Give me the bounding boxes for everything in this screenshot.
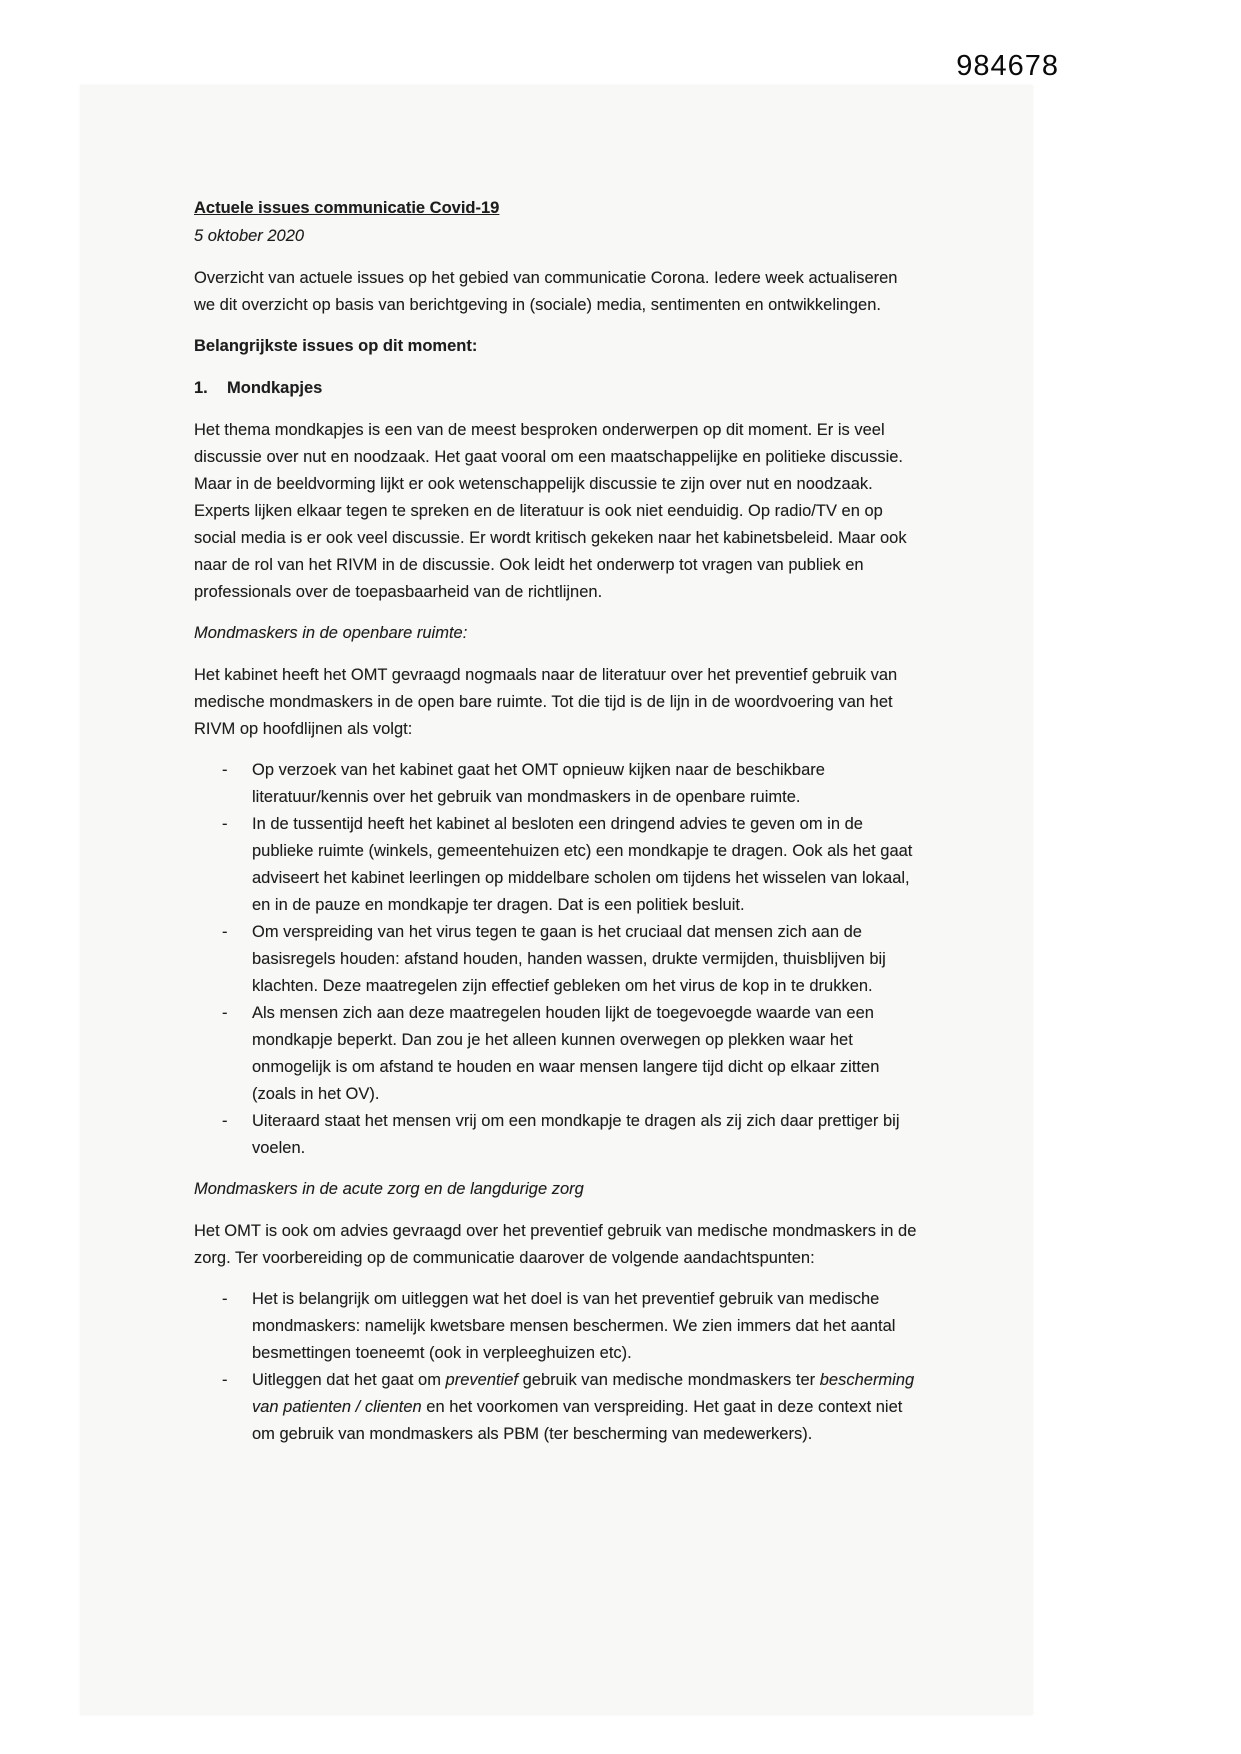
document-title: Actuele issues communicatie Covid-19	[194, 199, 500, 217]
section-1-heading	[194, 375, 922, 402]
subsection-care-heading: Mondmaskers in de acute zorg en de langdurige zorg	[194, 1180, 584, 1198]
bullet-text: Op verzoek van het kabinet gaat het OMT opnieuw kijken naar de beschikbare literatuur/kennis over het gebruik van mondmaskers in de openbare ruimte.	[252, 761, 825, 806]
document-content	[194, 195, 922, 1462]
bullet-text-segment: Uitleggen dat het gaat om	[252, 1371, 446, 1389]
subsection-public-space-heading: Mondmaskers in de openbare ruimte:	[194, 624, 468, 642]
bullet-text: In de tussentijd heeft het kabinet al besloten een dringend advies te geven om in de publieke ruimte (winkels, gemeentehuizen etc) een mondkapje te dragen. Ook als het gaat adviseert het kabinet leerlingen op middelbare scholen om tijdens het wisselen van lokaal, en in de pauze en mondkapje ter dragen. Dat is een politiek besluit.	[252, 815, 913, 914]
document-date: 5 oktober 2020	[194, 227, 305, 245]
bullet-item	[194, 1108, 922, 1162]
bullet-text: Het is belangrijk om uitleggen wat het doel is van het preventief gebruik van medische mondmaskers: namelijk kwetsbare mensen beschermen. We zien immers dat het aantal besmettingen toeneemt (ook in verpleeghuizen etc).	[252, 1290, 896, 1362]
bullet-text-segment: gebruik van medische mondmaskers ter	[518, 1371, 820, 1389]
bullet-item	[194, 919, 922, 1000]
bullet-text: Om verspreiding van het virus tegen te gaan is het cruciaal dat mensen zich aan de basisregels houden: afstand houden, handen wassen, drukte vermijden, thuisblijven bij klachten. Deze maatregelen zijn effectief gebleken om het virus de kop in te drukken.	[252, 923, 886, 995]
bullet-item	[194, 811, 922, 919]
bullet-text-segment: en het voorkomen van verspreiding. Het gaat in deze context niet om gebruik van mondmaskers als PBM (ter bescherming van medewerkers).	[252, 1398, 903, 1443]
public-space-bullet-list	[194, 757, 922, 1162]
bullet-text: Als mensen zich aan deze maatregelen houden lijkt de toegevoegde waarde van een mondkapje beperkt. Dan zou je het alleen kunnen overwegen op plekken waar het onmogelijk is om afstand te houden en waar mensen langere tijd dicht op elkaar zitten (zoals in het OV).	[252, 1004, 880, 1103]
issues-heading: Belangrijkste issues op dit moment:	[194, 337, 478, 355]
bullet-text-segment-italic: bescherming van patienten / clienten	[252, 1371, 915, 1416]
subsection-public-space-intro: Het kabinet heeft het OMT gevraagd nogmaals naar de literatuur over het preventief gebruik van medische mondmaskers in de open bare ruimte. Tot die tijd is de lijn in de woordvoering van het RIVM op hoofdlijnen als volgt:	[194, 666, 898, 738]
page-stamp-number: 984678	[956, 50, 1059, 82]
bullet-item	[194, 757, 922, 811]
section-1-paragraph: Het thema mondkapjes is een van de meest besproken onderwerpen op dit moment. Er is veel discussie over nut en noodzaak. Het gaat vooral om een maatschappelijke en politieke discussie. Maar in de beeldvorming lijkt er ook wetenschappelijk discussie te zijn over nut en noodzaak. Experts lijken elkaar tegen te spreken en de literatuur is ook niet eenduidig. Op radio/TV en op social media is er ook veel discussie. Er wordt kritisch gekeken naar het kabinetsbeleid. Maar ook naar de rol van het RIVM in de discussie. Ook leidt het onderwerp tot vragen van publiek en professionals over de toepasbaarheid van de richtlijnen.	[194, 421, 907, 601]
scanned-document-page	[80, 85, 1033, 1715]
care-bullet-list	[194, 1286, 922, 1448]
bullet-text: Uiteraard staat het mensen vrij om een mondkapje te dragen als zij zich daar prettiger bij voelen.	[252, 1112, 900, 1157]
bullet-text-segment-italic: preventief	[445, 1371, 519, 1389]
bullet-item	[194, 1286, 922, 1367]
section-1-title: Mondkapjes	[227, 379, 323, 397]
intro-paragraph: Overzicht van actuele issues op het gebied van communicatie Corona. Iedere week actualiseren we dit overzicht op basis van berichtgeving in (sociale) media, sentimenten en ontwikkelingen.	[194, 269, 898, 314]
bullet-item	[194, 1000, 922, 1108]
bullet-item	[194, 1367, 922, 1448]
section-1-number: 1.	[194, 379, 208, 397]
subsection-care-intro: Het OMT is ook om advies gevraagd over het preventief gebruik van medische mondmaskers in de zorg. Ter voorbereiding op de communicatie daarover de volgende aandachtspunten:	[194, 1222, 917, 1267]
